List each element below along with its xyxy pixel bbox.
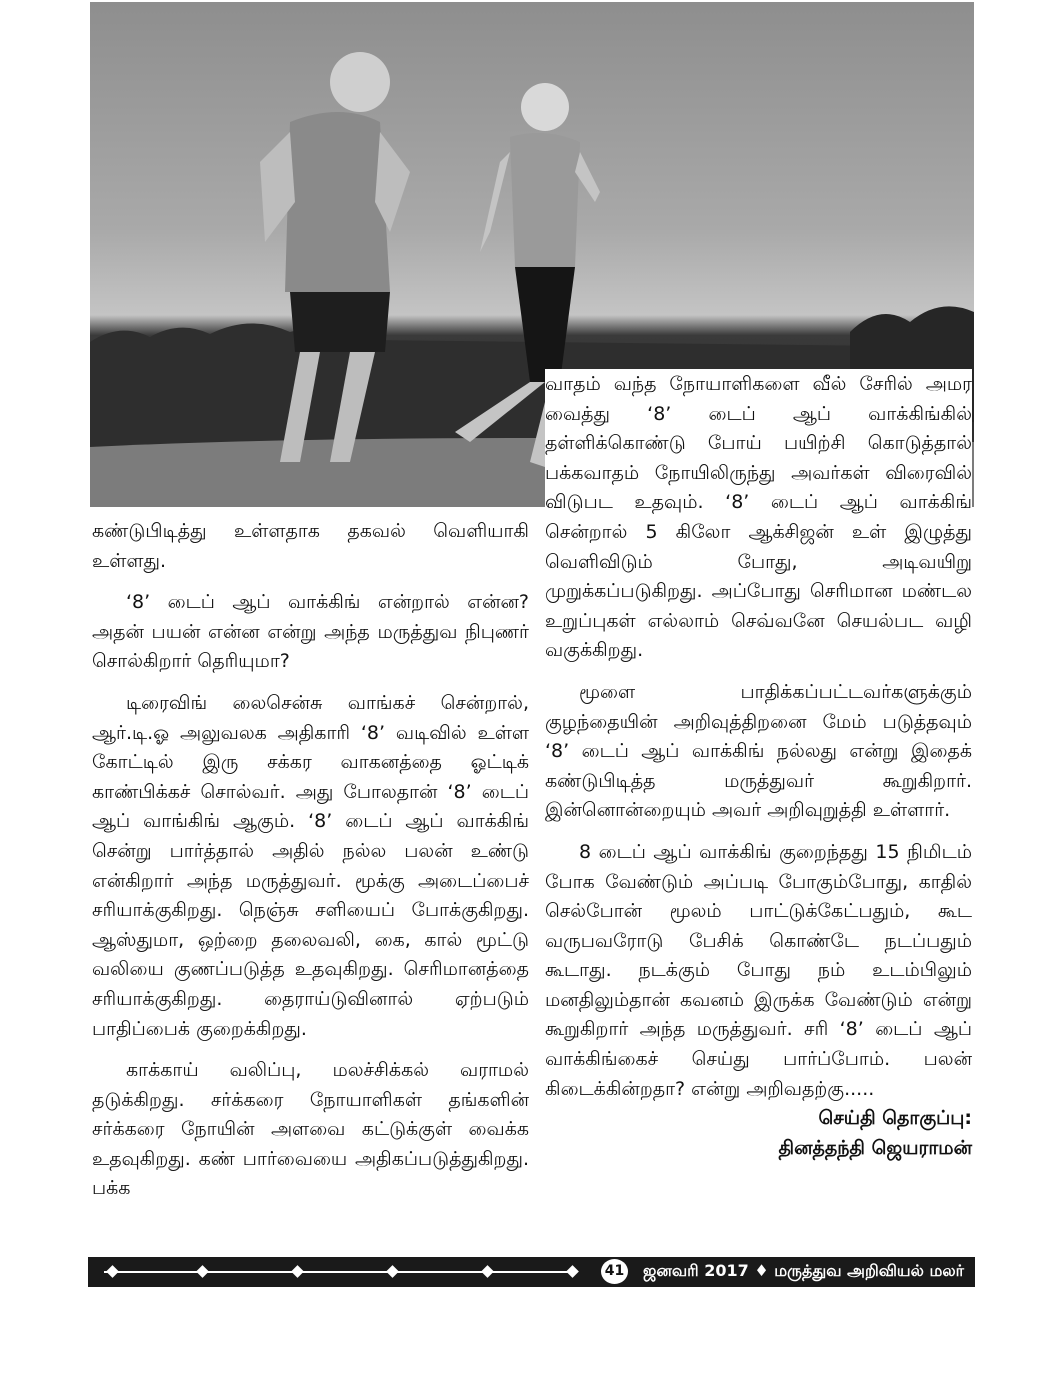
right-paragraph-2: மூளை பாதிக்கப்பட்டவர்களுக்கும் குழந்தையின் அறிவுத்திறனை மேம் படுத்தவும் ‘8’ டைப் ஆப் வாக்கிங் நல்லது என்று இதைக் கண்டுபிடித்த மருத்துவர் கூறுகிறார். இன்னொன்றையும் அவர் அறிவுறுத்தி உள்ளார்.	[545, 680, 972, 822]
left-paragraph-3: டிரைவிங் லைசென்சு வாங்கச் சென்றால், ஆர்.டி.ஓ அலுவலக அதிகாரி ‘8’ வடிவில் உள்ள கோட்டில் இரு சக்கர வாகனத்தை ஓட்டிக் காண்பிக்கச் சொல்வர். அது போலதான் ‘8’ டைப் ஆப் வாங்கிங் ஆகும். ‘8’ டைப் ஆப் வாக்கிங் சென்று பார்த்தால் அதில் நல்ல பலன் உண்டு என்கிறார் அந்த மருத்துவர். மூக்கு அடைப்பைச் சரியாக்குகிறது. நெஞ்சு சளியைப் போக்குகிறது. ஆஸ்துமா, ஒற்றை தலைவலி, கை, கால் மூட்டு வலியை குணப்படுத்த உதவுகிறது. செரிமானத்தை சரியாக்குகிறது. தைராய்டுவினால் ஏற்படும் பாதிப்பைக் குறைக்கிறது.	[92, 691, 529, 1040]
right-column	[545, 369, 972, 1163]
left-column	[92, 517, 529, 1204]
left-paragraph-2: ‘8’ டைப் ஆப் வாக்கிங் என்றால் என்ன? அதன் பயன் என்ன என்று அந்த மருத்துவ நிபுணர் சொல்கிறார் தெரியுமா?	[92, 591, 529, 673]
diamond-icon	[106, 1265, 119, 1278]
diamond-icon	[481, 1265, 494, 1278]
footer-issue-text: ஜனவரி 2017 ♦ மருத்துவ அறிவியல் மலர்	[643, 1261, 964, 1280]
left-paragraph-1: கண்டுபிடித்து உள்ளதாக தகவல் வெளியாகி உள்ளது.	[92, 520, 529, 572]
credit-label: செய்தி தொகுப்பு:	[818, 1107, 972, 1130]
diamond-icon	[291, 1265, 304, 1278]
right-paragraph-1: வாதம் வந்த நோயாளிகளை வீல் சேரில் அமர வைத்து ‘8’ டைப் ஆப் வாக்கிங்கில் தள்ளிக்கொண்டு போய் பயிற்சி கொடுத்தால் பக்கவாதம் நோயிலிருந்து அவர்கள் விரைவில் விடுபட உதவும். ‘8’ டைப் ஆப் வாக்கிங் சென்றால் 5 கிலோ ஆக்சிஜன் உள் இழுத்து வெளிவிடும் போது, அடிவயிறு முறுக்கப்படுகிறது. அப்போது செரிமான மண்டல உறுப்புகள் எல்லாம் செவ்வனே செயல்பட வழி வகுக்கிறது.	[545, 373, 972, 662]
diamond-icon	[386, 1265, 399, 1278]
credit-name: தினத்தந்தி ஜெயராமன்	[778, 1136, 972, 1159]
footer-divider	[104, 1271, 574, 1273]
diamond-icon	[196, 1265, 209, 1278]
diamond-icon	[566, 1265, 579, 1278]
right-paragraph-3: 8 டைப் ஆப் வாக்கிங் குறைந்தது 15 நிமிடம் போக வேண்டும் அப்படி போகும்போது, காதில் செல்போன் மூலம் பாட்டுக்கேட்பதும், கூட வருபவரோடு பேசிக் கொண்டே நடப்பதும் கூடாது. நடக்கும் போது நம் உடம்பிலும் மனதிலும்தான் கவனம் இருக்க வேண்டும் என்று கூறுகிறார் அந்த மருத்துவர். சரி ‘8’ டைப் ஆப் வாக்கிங்கைச் செய்து பார்ப்போம். பலன் கிடைக்கின்றதா? என்று அறிவதற்கு.....	[545, 840, 972, 1100]
page-footer	[88, 1257, 975, 1287]
page-number: 41	[601, 1259, 628, 1284]
left-paragraph-4: காக்காய் வலிப்பு, மலச்சிக்கல் வராமல் தடுக்கிறது. சர்க்கரை நோயாளிகள் தங்களின் சர்க்கரை நோயின் அளவை கட்டுக்குள் வைக்க உதவுகிறது. கண் பார்வையை அதிகப்படுத்துகிறது. பக்க	[92, 1059, 529, 1200]
